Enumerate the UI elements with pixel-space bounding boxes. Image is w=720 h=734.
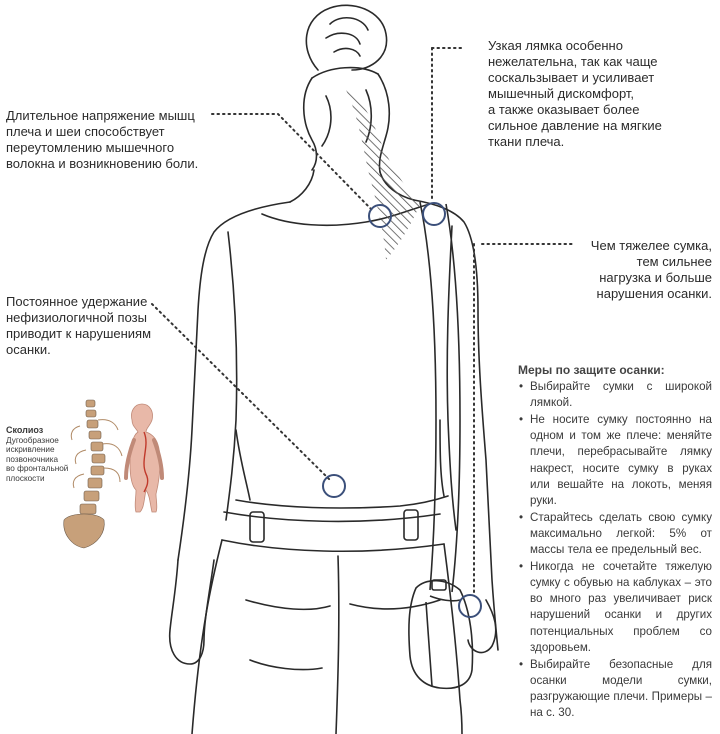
callout-tension-line: Длительное напряжение мышц [6,108,195,123]
callout-strap-line: мышечный дискомфорт, [488,86,635,101]
tip-item: • Выбирайте сумки с широкой лямкой. [518,379,712,411]
handbag [409,580,473,688]
scoliosis-text-line: Дугообразное [6,435,59,445]
callout-tension [6,108,198,172]
callout-tension-line: волокна и возникновению боли. [6,156,199,171]
tip-item: • Выбирайте безопасные для осанки модели сумки, разгружающие плечи. Примеры – на с. 30. [518,657,712,721]
callout-strap [488,38,662,150]
tip-item: • Не носите сумку постоянно на одном и том же плече: меняйте плечи, перебрасывайте лямку накрест, носите сумку в руках или вешайте на локоть, меняя руки. [518,412,712,509]
callout-strap-line: нежелательна, так как чаще [488,54,658,69]
callout-posture-line: Постоянное удержание [6,294,148,309]
callout-posture [6,294,151,358]
callout-posture-line: приводит к нарушениям [6,326,152,341]
scoliosis-caption [6,426,70,484]
marker-back [323,475,345,497]
tension-hatch-area [346,90,420,260]
shirt-hem [236,496,448,508]
callout-posture-line: нефизиологичной позы [6,310,147,325]
callout-strap-line: ткани плеча. [488,134,565,149]
callout-weight-line: тем сильнее [636,254,712,269]
tips-list [518,379,712,721]
callout-tension-line: переутомлению мышечного [6,140,175,155]
scoliosis-title: Сколиоз [6,425,44,435]
posture-tips [518,362,712,722]
belt-loop-right [404,510,418,540]
scoliosis-text-line: плоскости [6,473,45,483]
callout-strap-line: а также оказывает более [488,102,640,117]
pain-markers [323,203,481,617]
pants-left [192,540,222,734]
tip-item: • Старайтесь сделать свою сумку максимально легкой: 5% от массы тела ее предельный вес. [518,510,712,558]
marker-hand [459,595,481,617]
scoliosis-text-line: во фронтальной [6,464,69,474]
body-silhouette [126,404,162,512]
callout-strap-line: Узкая лямка особенно [488,38,623,53]
callout-strap-line: сильное давление на мягкие [488,118,662,133]
callout-posture-line: осанки. [6,342,51,357]
pants-right [444,544,462,734]
tips-title: Меры по защите осанки: [518,363,665,377]
callout-strap-line: соскальзывает и усиливает [488,70,655,85]
left-shoulder [178,202,290,560]
callout-weight [540,238,712,302]
hair-bun [306,5,386,70]
scoliosis-text-line: позвоночника [6,454,59,464]
tip-item: • Никогда не сочетайте тяжелую сумку с обувью на каблуках – это во много раз увеличивает риск нарушений осанки и других потенциальных проблем со здоровьем. [518,559,712,656]
waistband [222,512,444,551]
callout-weight-line: нагрузка и больше [599,270,712,285]
callout-tension-line: плеча и шеи способствует [6,124,165,139]
scoliosis-text-line: искривление [6,445,55,455]
marker-shoulder [423,203,445,225]
bag-strap [420,202,460,592]
callout-weight-line: нарушения осанки. [596,286,712,301]
callout-weight-line: Чем тяжелее сумка, [590,238,712,253]
